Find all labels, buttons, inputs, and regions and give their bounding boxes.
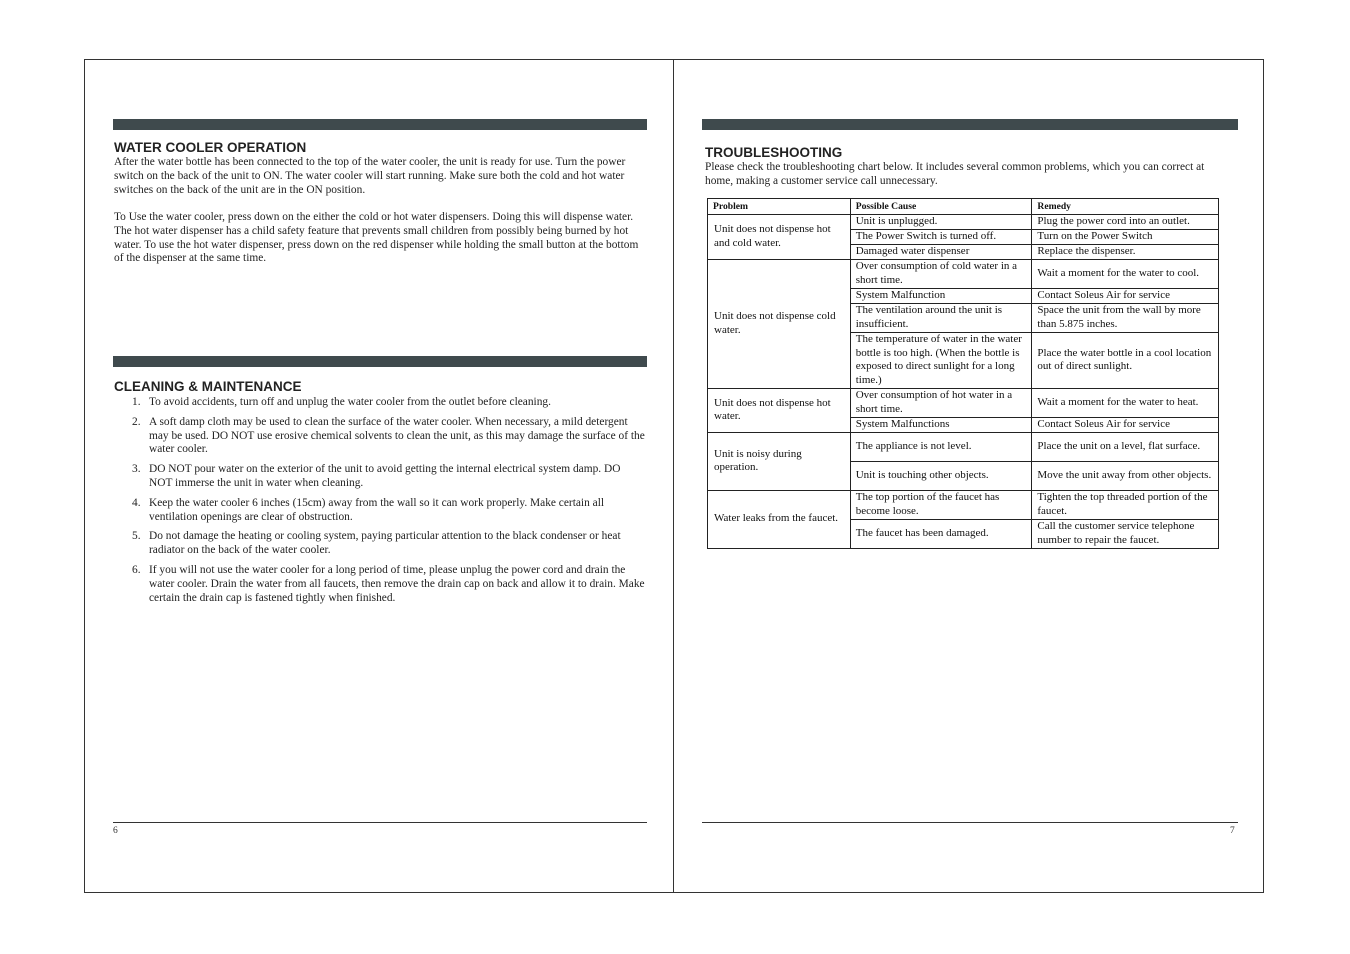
page-number-left: 6 bbox=[113, 826, 118, 836]
table-row bbox=[708, 259, 1219, 288]
list-item bbox=[114, 416, 646, 457]
section-bar-cleaning bbox=[113, 356, 647, 367]
table-header-row bbox=[708, 199, 1219, 215]
cause-cell: The Power Switch is turned off. bbox=[850, 229, 1032, 244]
table-row bbox=[708, 432, 1219, 461]
problem-cell: Water leaks from the faucet. bbox=[708, 490, 851, 548]
troubleshooting-intro: Please check the troubleshooting chart below. It includes several common problems, which you can correct at home, making a customer service call unnecessary. bbox=[705, 161, 1205, 187]
header-problem: Problem bbox=[708, 199, 851, 215]
remedy-cell: Call the customer service telephone number to repair the faucet. bbox=[1032, 519, 1219, 548]
remedy-cell: Plug the power cord into an outlet. bbox=[1032, 214, 1219, 229]
list-item-text: A soft damp cloth may be used to clean the surface of the water cooler. When necessary, a mild detergent may be used. DO NOT use erosive chemical solvents to clean the unit, as this may damage the surface of the water cooler. bbox=[149, 415, 645, 456]
troubleshooting-table bbox=[707, 198, 1219, 549]
problem-cell: Unit does not dispense hot water. bbox=[708, 388, 851, 432]
cause-cell: Damaged water dispenser bbox=[850, 244, 1032, 259]
section-bar-troubleshooting bbox=[702, 119, 1238, 130]
cause-cell: The appliance is not level. bbox=[850, 432, 1032, 461]
cause-cell: The ventilation around the unit is insufficient. bbox=[850, 303, 1032, 332]
operation-para-2: To Use the water cooler, press down on the either the cold or hot water dispensers. Doing this will dispense water. The hot water dispenser has a child safety feature that prevents small children from possibly being burned by hot water. To use the hot water dispenser, press down on the red dispenser while holding the small button at the bottom of the dispenser at the same time. bbox=[114, 211, 639, 265]
list-item-number: 6. bbox=[132, 563, 141, 576]
cause-cell: Over consumption of hot water in a short time. bbox=[850, 388, 1032, 417]
footer-line-right bbox=[702, 822, 1238, 823]
list-item-number: 5. bbox=[132, 530, 141, 543]
list-item-text: To avoid accidents, turn off and unplug the water cooler from the outlet before cleaning. bbox=[149, 396, 551, 408]
cause-cell: Unit is unplugged. bbox=[850, 214, 1032, 229]
remedy-cell: Replace the dispenser. bbox=[1032, 244, 1219, 259]
list-item-number: 4. bbox=[132, 496, 141, 509]
table-row bbox=[708, 214, 1219, 229]
cause-cell: The top portion of the faucet has become loose. bbox=[850, 490, 1032, 519]
remedy-cell: Place the unit on a level, flat surface. bbox=[1032, 432, 1219, 461]
cleaning-heading: CLEANING & MAINTENANCE bbox=[114, 379, 302, 394]
troubleshooting-heading: TROUBLESHOOTING bbox=[705, 145, 843, 160]
remedy-cell: Turn on the Power Switch bbox=[1032, 229, 1219, 244]
list-item-number: 3. bbox=[132, 463, 141, 476]
problem-cell: Unit does not dispense hot and cold water. bbox=[708, 214, 851, 259]
cleaning-list bbox=[114, 396, 646, 611]
remedy-cell: Space the unit from the wall by more than 5.875 inches. bbox=[1032, 303, 1219, 332]
list-item bbox=[114, 497, 646, 525]
table-row bbox=[708, 490, 1219, 519]
list-item bbox=[114, 463, 646, 491]
list-item bbox=[114, 564, 646, 605]
list-item bbox=[114, 530, 646, 558]
list-item-text: Keep the water cooler 6 inches (15cm) away from the wall so it can work properly. Make certain all ventilation openings are clear of obstruction. bbox=[149, 496, 605, 523]
list-item-number: 2. bbox=[132, 415, 141, 428]
cause-cell: Unit is touching other objects. bbox=[850, 461, 1032, 490]
remedy-cell: Tighten the top threaded portion of the faucet. bbox=[1032, 490, 1219, 519]
list-item-text: If you will not use the water cooler for a long period of time, please unplug the power cord and drain the water cooler. Drain the water from all faucets, then remove the drain cap on back and allow it to drain. Make certain the drain cap is fastened tightly when finished. bbox=[149, 563, 645, 604]
list-item-text: DO NOT pour water on the exterior of the unit to avoid getting the internal electrical system damp. DO NOT immerse the unit in water when cleaning. bbox=[149, 463, 621, 489]
cause-cell: System Malfunction bbox=[850, 288, 1032, 303]
cause-cell: The faucet has been damaged. bbox=[850, 519, 1032, 548]
header-possible-cause: Possible Cause bbox=[850, 199, 1032, 215]
header-remedy: Remedy bbox=[1032, 199, 1219, 215]
remedy-cell: Contact Soleus Air for service bbox=[1032, 417, 1219, 432]
problem-cell: Unit does not dispense cold water. bbox=[708, 259, 851, 388]
page-divider bbox=[673, 59, 674, 893]
page-number-right: 7 bbox=[1230, 826, 1235, 836]
operation-heading: WATER COOLER OPERATION bbox=[114, 140, 307, 155]
cause-cell: Over consumption of cold water in a short time. bbox=[850, 259, 1032, 288]
list-item bbox=[114, 396, 646, 410]
list-item-number: 1. bbox=[132, 396, 141, 408]
cause-cell: System Malfunctions bbox=[850, 417, 1032, 432]
table-row bbox=[708, 388, 1219, 417]
remedy-cell: Contact Soleus Air for service bbox=[1032, 288, 1219, 303]
list-item-text: Do not damage the heating or cooling system, paying particular attention to the black condenser or heat radiator on the back of the water cooler. bbox=[149, 530, 621, 557]
remedy-cell: Wait a moment for the water to heat. bbox=[1032, 388, 1219, 417]
remedy-cell: Place the water bottle in a cool location out of direct sunlight. bbox=[1032, 332, 1219, 388]
cause-cell: The temperature of water in the water bottle is too high. (When the bottle is exposed to direct sunlight for a long time.) bbox=[850, 332, 1032, 388]
footer-line-left bbox=[113, 822, 647, 823]
remedy-cell: Move the unit away from other objects. bbox=[1032, 461, 1219, 490]
remedy-cell: Wait a moment for the water to cool. bbox=[1032, 259, 1219, 288]
operation-para-1: After the water bottle has been connected to the top of the water cooler, the unit is ready for use. Turn the power switch on the back of the unit to ON. The water cooler will start running. Make sure both the cold and hot water switches on the back of the unit are in the ON position. bbox=[114, 156, 626, 196]
section-bar-operation bbox=[113, 119, 647, 130]
problem-cell: Unit is noisy during operation. bbox=[708, 432, 851, 490]
